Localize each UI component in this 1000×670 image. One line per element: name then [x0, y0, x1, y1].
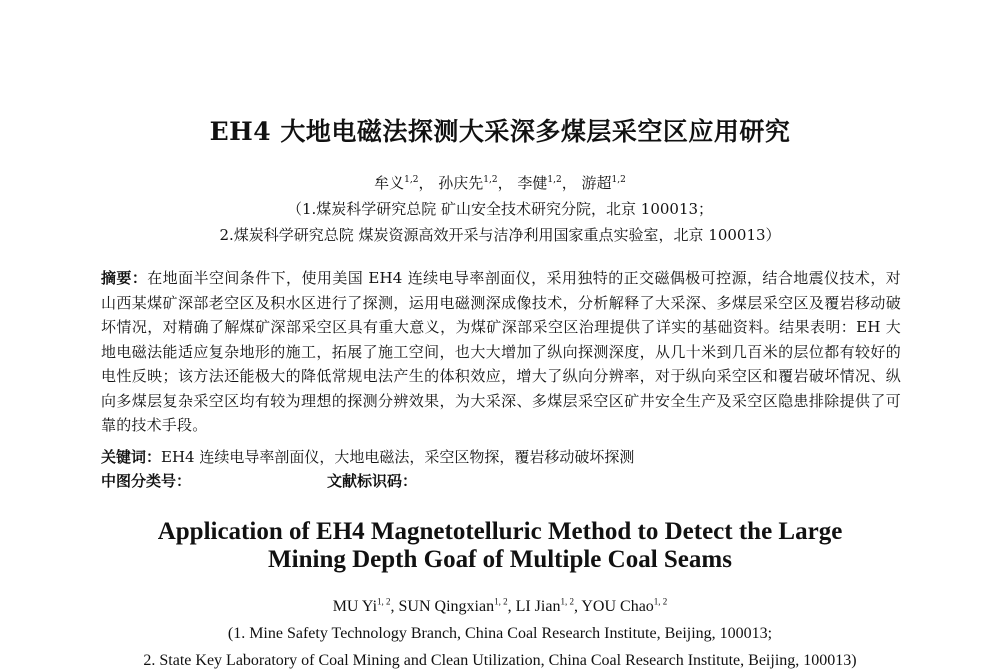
english-title-line-1: Application of EH4 Magnetotelluric Method to Detect the Large	[157, 518, 843, 545]
chinese-author-list: 牟义$^{1,2}$， 孙庆先$^{1,2}$， 李健$^{1,2}$， 游超$^{1,2}$	[374, 174, 626, 192]
author-name: LI Jian	[515, 598, 561, 615]
abstract-label: 摘要：	[101, 269, 148, 287]
author-affiliation-mark: 1, 2	[377, 596, 391, 607]
english-title-line-2: Mining Depth Goaf of Multiple Coal Seams	[268, 546, 732, 573]
author-name: 李健	[517, 174, 548, 192]
author-affiliation-mark: 1,2	[483, 175, 498, 185]
chinese-abstract	[101, 266, 901, 438]
author-name: 牟义	[374, 174, 405, 192]
author-name: 孙庆先	[438, 174, 484, 192]
author-affiliation-mark: 1, 2	[653, 596, 668, 607]
abstract-text: 在地面半空间条件下，使用美国 EH4 连续电导率剖面仪，采用独特的正交磁偶极可控源，结合地震仪技术，对山西某煤矿深部老空区及积水区进行了探测，运用电磁测深成像技术，分析解释了大采深、多煤层采空区及覆岩移动破坏情况，对精确了解煤矿深部采空区具有重大意义，为煤矿深部采空区治理提供了详实的基础资料。结果表明：EH 大地电磁法能适应复杂地形的施工，拓展了施工空间，也大大增加了纵向探测深度，从几十米到几百米的层位都有较好的电性反映；该方法还能极大的降低常规电法产生的体积效应，增大了纵向分辨率，对于纵向采空区和覆岩破坏情况、纵向多煤层复杂采空区均有较为理想的探测分辨效果，为大采深、多煤层采空区矿井安全生产及采空区隐患排除提供了可靠的技术手段。	[101, 269, 901, 434]
document-code-label: 文献标识码：	[327, 472, 418, 490]
author-affiliation-mark: 1,2	[547, 175, 562, 185]
english-affiliation-1: (1. Mine Safety Technology Branch, China Coal Research Institute, Beijing, 100013;	[227, 625, 773, 642]
chinese-affiliation-2: 2.煤炭科学研究总院 煤炭资源高效开采与洁净利用国家重点实验室，北京 100013）	[219, 226, 781, 244]
chinese-affiliation-1: （1.煤炭科学研究总院 矿山安全技术研究分院，北京 100013；	[286, 200, 714, 218]
keywords-label: 关键词：	[101, 448, 162, 466]
author-name: YOU Chao	[581, 598, 654, 615]
author-name: MU Yi	[332, 598, 378, 615]
author-affiliation-mark: 1, 2	[494, 596, 508, 607]
classification-line	[101, 470, 418, 491]
author-name: 游超	[581, 174, 612, 192]
english-affiliation-2: 2. State Key Laboratory of Coal Mining and Clean Utilization, China Coal Research Institute, Beijing, 100013)	[143, 652, 857, 669]
author-affiliation-mark: 1, 2	[560, 596, 574, 607]
author-affiliation-mark: 1,2	[611, 175, 626, 185]
author-affiliation-mark: 1,2	[404, 175, 419, 185]
keywords-text: EH4 连续电导率剖面仪，大地电磁法，采空区物探，覆岩移动破坏探测	[161, 448, 635, 466]
keywords-line	[101, 446, 634, 467]
english-author-list: MU Yi$^{1, 2}$, SUN Qingxian$^{1, 2}$, LI Jian$^{1, 2}$, YOU Chao$^{1, 2}$	[332, 596, 668, 615]
chinese-title: EH4 大地电磁法探测大采深多煤层采空区应用研究	[209, 117, 791, 146]
classification-label: 中图分类号：	[101, 472, 192, 490]
author-name: SUN Qingxian	[398, 598, 495, 615]
